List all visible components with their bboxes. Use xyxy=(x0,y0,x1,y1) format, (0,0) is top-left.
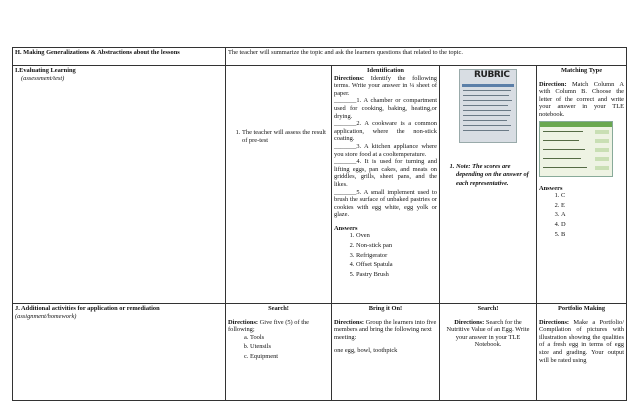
rubric-note: 1. Note: The scores are depending on the answer of each representative. xyxy=(456,163,534,188)
search-tools-cell xyxy=(226,304,332,401)
row-i-sublabel: (assessment/test) xyxy=(21,74,65,82)
answer-item: 1. Oven xyxy=(356,232,437,241)
answer-item: 4. Offset Spatula xyxy=(356,261,437,270)
matching-title: Matching Type xyxy=(560,67,603,74)
row-additional-activities xyxy=(13,304,627,401)
answer-item: 5. B xyxy=(561,231,624,240)
answer-item: 2. E xyxy=(561,202,624,211)
identification-item-5: _______5. A small implement used to brush the surface of unbaked pastries or cookies with egg white, egg yolk or glaze. xyxy=(334,188,437,219)
row-evaluating-learning xyxy=(13,66,627,304)
identification-answers-label: Answers xyxy=(334,224,358,232)
answer-item: 1. C xyxy=(561,192,624,201)
bring-it-on-cell xyxy=(332,304,440,401)
portfolio-cell xyxy=(537,304,627,401)
answer-item: 5. Pastry Brush xyxy=(356,271,437,280)
answer-item: 3. Refrigerator xyxy=(356,252,437,261)
search-nutrition-title: Search! xyxy=(477,305,499,312)
answer-item: 4. D xyxy=(561,221,624,230)
search-tools-directions: Directions: Give five (5) of the following; xyxy=(228,318,310,334)
matching-image xyxy=(539,121,613,177)
matching-cell xyxy=(537,66,627,304)
row-generalizations xyxy=(13,48,627,66)
bring-it-on-title: Bring it On! xyxy=(368,305,403,312)
lesson-plan-table xyxy=(12,47,627,401)
search-tools-title: Search! xyxy=(268,305,289,312)
list-item: a. Tools xyxy=(250,334,329,343)
row-h-content: The teacher will summarize the topic and ask the learners questions that related to the topic. xyxy=(226,48,627,66)
pretest-cell xyxy=(226,66,332,304)
identification-answers xyxy=(334,232,437,279)
matching-answers-label: Answers xyxy=(539,184,563,192)
row-j-sublabel: (assignment/homework) xyxy=(15,312,77,320)
bring-it-on-items: one egg, bowl, toothpick xyxy=(334,347,398,355)
matching-directions: Direction: Match Column A with Column B. Choose the letter of the correct and write your answer in your TLE notebook. xyxy=(539,80,625,118)
list-item: c. Equipment xyxy=(250,353,329,362)
identification-item-3: _______3. A kitchen appliance where you store food at a cooltemperature. xyxy=(334,142,437,158)
rubric-image xyxy=(459,69,517,143)
row-j-label-cell xyxy=(13,304,226,401)
search-nutrition-directions: Directions: Search for the Nutritive Value of an Egg. Write your answer in your TLE Notebook. xyxy=(446,318,530,349)
matching-answers xyxy=(539,192,624,239)
search-nutrition-cell xyxy=(440,304,537,401)
identification-item-2: _______2. A cookware is a common application, where the non-stick coating. xyxy=(334,120,437,143)
answer-item: 2. Non-stick pan xyxy=(356,242,437,251)
row-i-label-cell xyxy=(13,66,226,304)
lesson-plan-page xyxy=(12,47,626,400)
rubric-image-word: RUBRIC xyxy=(474,70,510,80)
pretest-item: 1. The teacher will assess the result of pre-test xyxy=(242,129,329,144)
row-h-label: H. Making Generalizations & Abstractions about the lessons xyxy=(13,48,226,66)
search-tools-list xyxy=(228,334,329,362)
row-j-label: J. Additional activities for application or remediation xyxy=(15,305,160,312)
portfolio-title: Portfolio Making xyxy=(557,305,606,312)
identification-item-4: _______4. It is used for turning and lifting eggs, pan cakes, and meats on griddles, grills, sheet pans, and the likes. xyxy=(334,158,437,188)
answer-item: 3. A xyxy=(561,211,624,220)
bring-it-on-directions: Directions: Group the learners into five members and bring the following next meeting: xyxy=(334,318,437,341)
row-i-label: I.Evaluating Learning xyxy=(15,67,76,74)
identification-directions: Directions: Identify the following terms. Write your answer in ¼ sheet of paper. xyxy=(334,74,437,97)
identification-cell xyxy=(332,66,440,304)
rubric-cell xyxy=(440,66,537,304)
list-item: b. Utensils xyxy=(250,343,329,352)
identification-item-1: _______1. A chamber or compartment used for cooking, baking, heating,or drying. xyxy=(334,97,437,120)
portfolio-directions: Directions: Make a Portfolio/ Compilation of pictures with illustration showing the qualities of a fresh egg in terms of egg size and grading. Your output will be rated using xyxy=(539,318,625,364)
identification-title: Identification xyxy=(367,67,404,74)
